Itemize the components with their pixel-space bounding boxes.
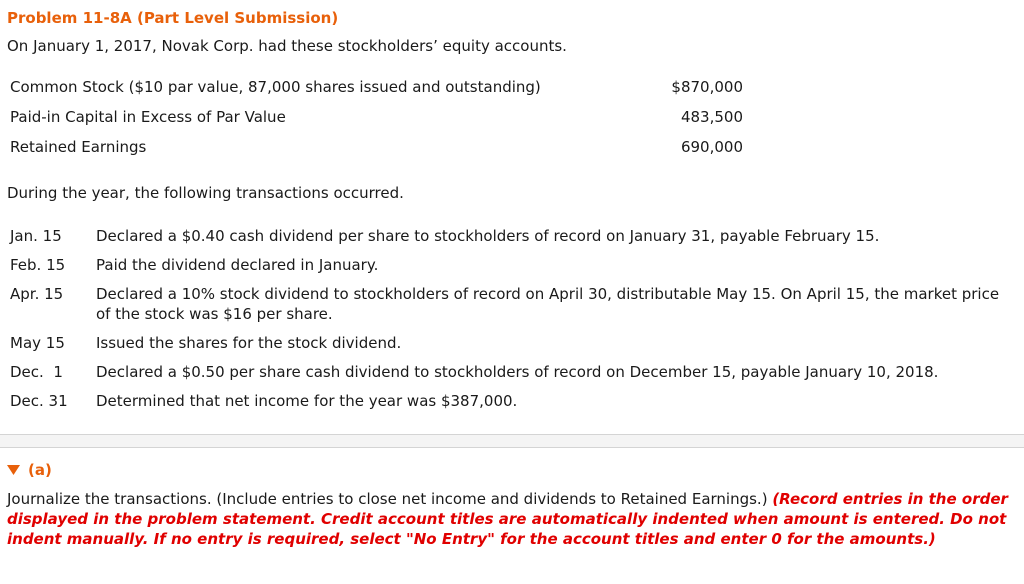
transaction-description: Declared a $0.40 cash dividend per share to stockholders of record on January 31, payable February 15. bbox=[96, 227, 880, 245]
transaction-description: Issued the shares for the stock dividend. bbox=[96, 334, 402, 352]
triangle-down-icon[interactable] bbox=[7, 465, 20, 475]
transaction-description: Declared a 10% stock dividend to stockholders of record on April 30, distributable May 15. On April 15, the market price of the stock was $16 per share. bbox=[96, 285, 1000, 323]
section-divider bbox=[0, 447, 1024, 448]
transaction-date: Dec. 1 bbox=[10, 363, 63, 381]
transaction-row bbox=[10, 255, 1020, 275]
transaction-row bbox=[10, 333, 1020, 353]
equity-account-name: Common Stock ($10 par value, 87,000 shares issued and outstanding) bbox=[10, 78, 541, 96]
transaction-date: May 15 bbox=[10, 334, 65, 352]
equity-account-name: Retained Earnings bbox=[10, 138, 147, 156]
part-a-emphasis-text: (Record entries in the order displayed in the problem statement. Credit account titles are automatically indented when amount is entered. Do not indent manually. If no entry is required, select "No Entry" for the account titles and enter 0 for the amounts.) bbox=[7, 490, 1008, 548]
equity-row bbox=[10, 136, 750, 166]
equity-accounts-table bbox=[10, 76, 750, 166]
transaction-row bbox=[10, 284, 1020, 324]
part-a-instructions bbox=[7, 489, 1019, 549]
transactions-intro: During the year, the following transactions occurred. bbox=[7, 184, 404, 202]
transaction-row bbox=[10, 226, 1020, 246]
transaction-date: Feb. 15 bbox=[10, 256, 66, 274]
equity-account-amount: 690,000 bbox=[680, 138, 743, 156]
transactions-table bbox=[10, 226, 1020, 420]
transaction-date: Apr. 15 bbox=[10, 285, 64, 303]
transaction-date: Dec. 31 bbox=[10, 392, 68, 410]
part-a-label: (a) bbox=[28, 461, 52, 479]
equity-account-amount: 483,500 bbox=[680, 108, 743, 126]
part-a-toggle[interactable] bbox=[7, 461, 52, 479]
transaction-description: Declared a $0.50 per share cash dividend to stockholders of record on December 15, payable January 10, 2018. bbox=[96, 363, 939, 381]
equity-account-amount: $870,000 bbox=[671, 78, 743, 96]
equity-row bbox=[10, 76, 750, 106]
transaction-description: Paid the dividend declared in January. bbox=[96, 256, 379, 274]
transaction-row bbox=[10, 391, 1020, 411]
equity-account-name: Paid-in Capital in Excess of Par Value bbox=[10, 108, 286, 126]
part-a-instruction-text: Journalize the transactions. (Include entries to close net income and dividends to Retained Earnings.) bbox=[7, 490, 773, 508]
problem-intro: On January 1, 2017, Novak Corp. had these stockholders’ equity accounts. bbox=[7, 37, 567, 55]
transaction-date: Jan. 15 bbox=[10, 227, 62, 245]
transaction-row bbox=[10, 362, 1020, 382]
section-divider-band bbox=[0, 435, 1024, 447]
equity-row bbox=[10, 106, 750, 136]
problem-title: Problem 11-8A (Part Level Submission) bbox=[7, 9, 339, 27]
transaction-description: Determined that net income for the year was $387,000. bbox=[96, 392, 518, 410]
